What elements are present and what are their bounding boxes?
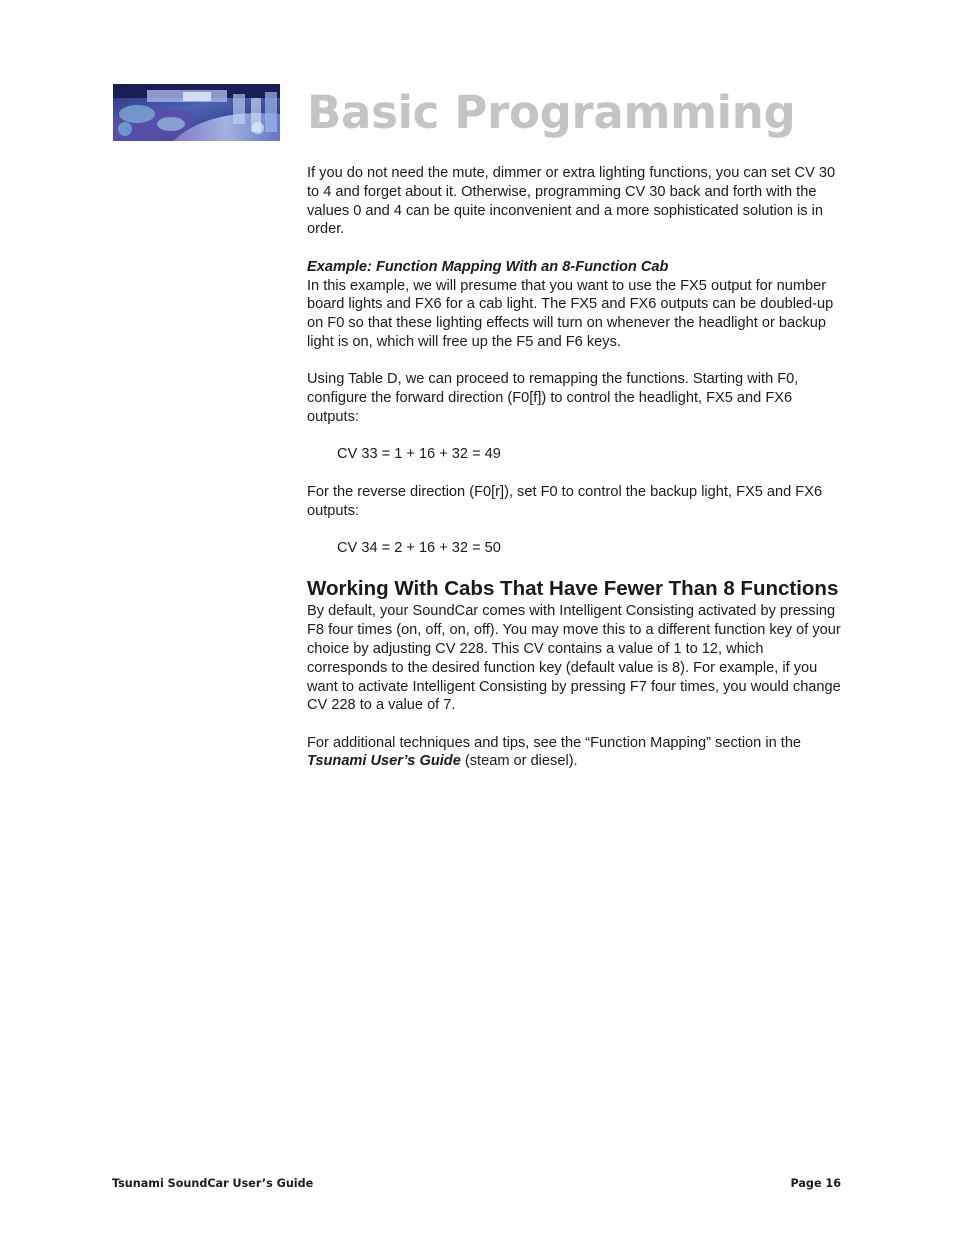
example-text: In this example, we will presume that you want to use the FX5 output for number board lights and FX6 for a cab light. The FX5 and FX6 outputs can be doubled-up on F0 so that these lighting effects will turn on whenever the headlight or backup light is on, which will free up the F5 and F6 keys.: [307, 277, 834, 350]
formula-cv33: CV 33 = 1 + 16 + 32 = 49: [337, 446, 501, 463]
header-photo: [113, 84, 280, 141]
section-paragraph: By default, your SoundCar comes with Intelligent Consisting activated by pressing F8 four times (on, off, on, off). You may move this to a different function key of your choice by adjusting CV 228. This CV contains a value of 1 to 12, which corresponds to the desired function key (default value is 8). For example, if you want to activate Intelligent Consisting by pressing F7 four times, you would change CV 228 to a value of 7.: [307, 603, 841, 714]
additional-suffix: (steam or diesel).: [460, 753, 578, 770]
intro-paragraph: If you do not need the mute, dimmer or extra lighting functions, you can set CV 30 to 4 and forget about it. Otherwise, programming CV 30 back and forth with the values 0 and 4 can be quite inconvenient and a more sophisticated solution is in order.: [307, 165, 836, 238]
remap-paragraph: Using Table D, we can proceed to remapping the functions. Starting with F0, configure the forward direction (F0[f]) to control the headlight, FX5 and FX6 outputs:: [307, 371, 799, 425]
example-paragraph: [307, 258, 847, 352]
train-interior-photo-icon: [113, 84, 280, 141]
additional-prefix: For additional techniques and tips, see the “Function Mapping” section in the: [307, 734, 802, 751]
footer-guide-title: Tsunami SoundCar User’s Guide: [112, 1177, 314, 1190]
additional-paragraph: [307, 734, 847, 772]
footer-page-number: Page 16: [790, 1177, 841, 1190]
main-content: [307, 164, 847, 790]
formula-cv34: CV 34 = 2 + 16 + 32 = 50: [337, 539, 501, 556]
book-title: Tsunami User’s Guide: [307, 753, 461, 770]
example-heading: Example: Function Mapping With an 8-Function Cab: [307, 258, 669, 275]
page-title: Basic Programming: [307, 86, 796, 139]
reverse-paragraph: For the reverse direction (F0[r]), set F0 to control the backup light, FX5 and FX6 outputs:: [307, 483, 823, 519]
section-heading: Working With Cabs That Have Fewer Than 8 Functions: [307, 577, 839, 601]
